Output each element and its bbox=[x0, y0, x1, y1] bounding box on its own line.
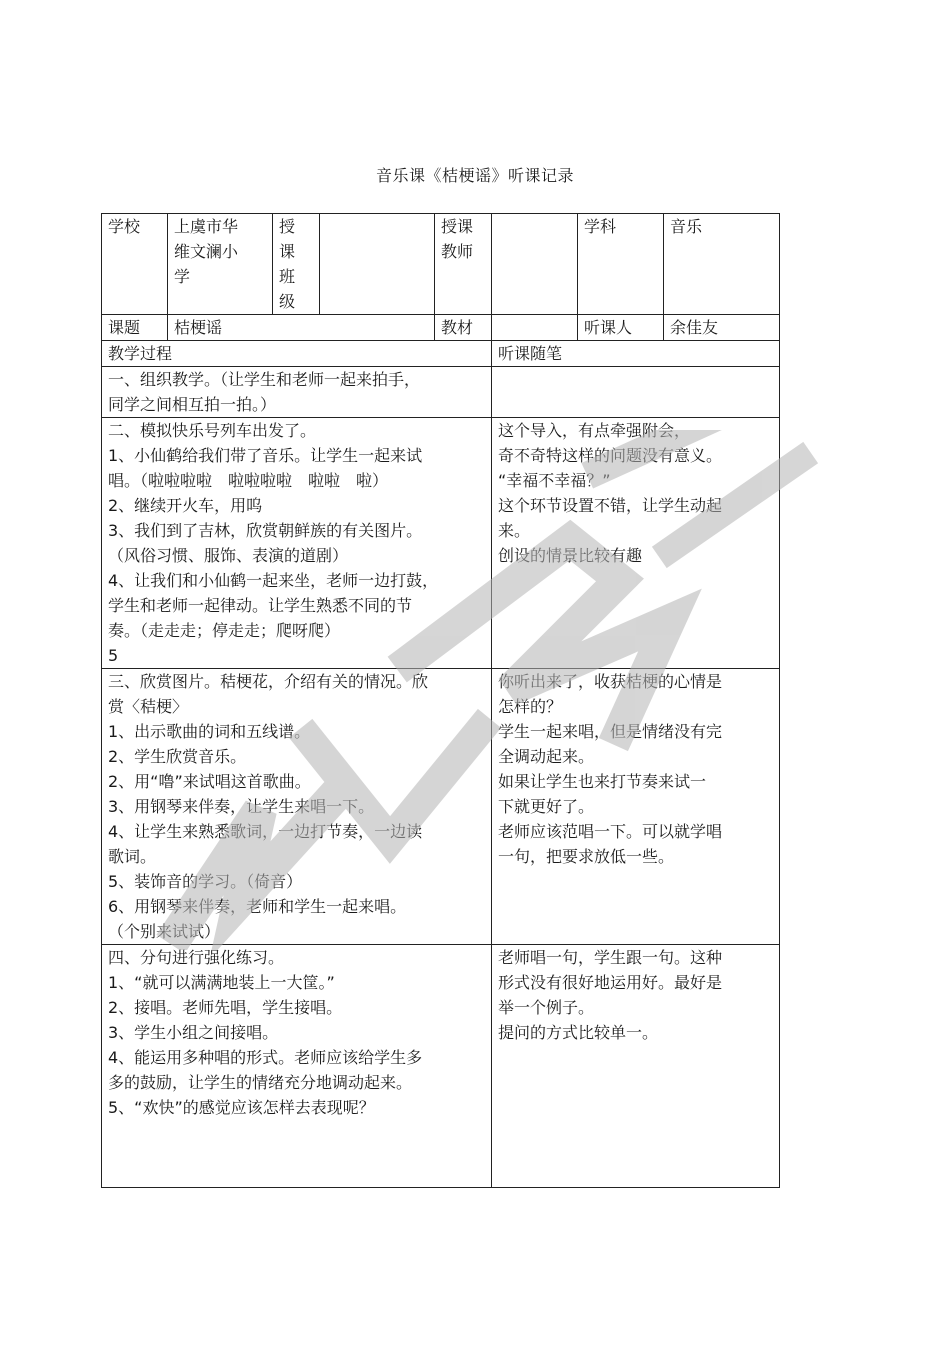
process-cell bbox=[102, 945, 492, 1188]
school-value bbox=[168, 214, 273, 315]
school-label: 学校 bbox=[102, 214, 168, 315]
process-cell bbox=[102, 669, 492, 945]
school-value-line: 学 bbox=[174, 267, 191, 286]
section-row bbox=[102, 367, 780, 418]
process-line: 赏〈秸梗〉 bbox=[108, 697, 189, 716]
topic-label: 课题 bbox=[102, 315, 168, 341]
note-line: 全调动起来。 bbox=[498, 747, 595, 766]
header-row-2 bbox=[102, 315, 780, 341]
note-line: 下就更好了。 bbox=[498, 797, 595, 816]
page-title: 音乐课《桔梗谣》听课记录 bbox=[375, 166, 574, 185]
section-row bbox=[102, 418, 780, 669]
process-line: 2、继续开火车，用呜 bbox=[108, 496, 263, 515]
notes-cell bbox=[492, 945, 780, 1188]
process-line: 3、学生小组之间接唱。 bbox=[108, 1023, 279, 1042]
notes-column-header: 听课随笔 bbox=[492, 341, 780, 367]
process-line: （风俗习惯、服饰、表演的道剧） bbox=[108, 546, 349, 565]
process-line: 二、模拟快乐号列车出发了。 bbox=[108, 421, 317, 440]
note-line: 这个环节设置不错，让学生动起 bbox=[498, 496, 723, 515]
note-line: 如果让学生也来打节奏来试一 bbox=[498, 772, 707, 791]
note-line: 一句，把要求放低一些。 bbox=[498, 847, 675, 866]
note-line: 来。 bbox=[498, 521, 531, 540]
process-line: 1、出示歌曲的词和五线谱。 bbox=[108, 722, 311, 741]
process-line: 2、用“噜”来试唱这首歌曲。 bbox=[108, 772, 311, 791]
class-label-char: 授 bbox=[279, 217, 296, 236]
teacher-value bbox=[492, 214, 578, 315]
process-line: 4、能运用多种唱的形式。老师应该给学生多 bbox=[108, 1048, 423, 1067]
lesson-record-table bbox=[101, 213, 780, 1188]
note-line: 老师应该范唱一下。可以就学唱 bbox=[498, 822, 723, 841]
process-line: 学生和老师一起律动。让学生熟悉不同的节 bbox=[108, 596, 413, 615]
process-line: 唱。（啦啦啦啦 啦啦啦啦 啦啦 啦） bbox=[108, 471, 389, 490]
teacher-label-line: 授课 bbox=[441, 217, 474, 236]
process-line: 同学之间相互拍一拍。） bbox=[108, 395, 277, 414]
note-line: 这个导入，有点牵强附会， bbox=[498, 421, 691, 440]
column-header-row bbox=[102, 341, 780, 367]
class-label bbox=[273, 214, 320, 315]
section-row bbox=[102, 945, 780, 1188]
note-line: 怎样的？ bbox=[498, 697, 563, 716]
note-line: 老师唱一句，学生跟一句。这种 bbox=[498, 948, 723, 967]
note-line: 形式没有很好地运用好。最好是 bbox=[498, 973, 723, 992]
school-value-line: 上虞市华 bbox=[174, 217, 239, 236]
teacher-label bbox=[435, 214, 492, 315]
process-line: 5 bbox=[108, 646, 119, 665]
notes-cell bbox=[492, 669, 780, 945]
subject-label: 学科 bbox=[578, 214, 664, 315]
topic-value: 桔梗谣 bbox=[168, 315, 435, 341]
note-line: 你听出来了，收获桔梗的心情是 bbox=[498, 672, 723, 691]
teacher-label-line: 教师 bbox=[441, 242, 474, 261]
process-line: 奏。（走走走；停走走；爬呀爬） bbox=[108, 621, 341, 640]
school-value-line: 维文澜小 bbox=[174, 242, 239, 261]
observer-value: 余佳友 bbox=[664, 315, 780, 341]
notes-cell bbox=[492, 418, 780, 669]
observer-label: 听课人 bbox=[578, 315, 664, 341]
header-row-1 bbox=[102, 214, 780, 315]
note-line: 提问的方式比较单一。 bbox=[498, 1023, 659, 1042]
process-cell bbox=[102, 418, 492, 669]
class-label-char: 级 bbox=[279, 292, 296, 311]
process-line: 6、用钢琴来伴奏，老师和学生一起来唱。 bbox=[108, 897, 407, 916]
notes-cell bbox=[492, 367, 780, 418]
process-line: 三、欣赏图片。秸梗花，介绍有关的情况。欣 bbox=[108, 672, 429, 691]
process-line: 2、接唱。老师先唱，学生接唱。 bbox=[108, 998, 343, 1017]
class-label-char: 班 bbox=[279, 267, 296, 286]
material-label: 教材 bbox=[435, 315, 492, 341]
process-column-header: 教学过程 bbox=[102, 341, 492, 367]
note-line: 举一个例子。 bbox=[498, 998, 595, 1017]
section-row bbox=[102, 669, 780, 945]
process-line: 1、“就可以满满地装上一大筐。” bbox=[108, 973, 335, 992]
process-line: 5、“欢快”的感觉应该怎样去表现呢？ bbox=[108, 1098, 375, 1117]
note-line: 奇不奇特这样的问题没有意义。 bbox=[498, 446, 723, 465]
note-line: “幸福不幸福？” bbox=[498, 471, 611, 490]
process-line: 1、小仙鹤给我们带了音乐。让学生一起来试 bbox=[108, 446, 423, 465]
process-line: 3、用钢琴来伴奏，让学生来唱一下。 bbox=[108, 797, 375, 816]
process-line: 多的鼓励，让学生的情绪充分地调动起来。 bbox=[108, 1073, 413, 1092]
process-line: 5、装饰音的学习。（倚音） bbox=[108, 872, 303, 891]
subject-value: 音乐 bbox=[664, 214, 780, 315]
process-line: 歌词。 bbox=[108, 847, 157, 866]
process-line: 四、分句进行强化练习。 bbox=[108, 948, 285, 967]
note-line: 学生一起来唱，但是情绪没有完 bbox=[498, 722, 723, 741]
process-line: （个别来试试） bbox=[108, 922, 221, 941]
process-line: 2、学生欣赏音乐。 bbox=[108, 747, 247, 766]
process-line: 4、让我们和小仙鹤一起来坐，老师一边打鼓， bbox=[108, 571, 439, 590]
note-line: 创设的情景比较有趣 bbox=[498, 546, 643, 565]
process-cell bbox=[102, 367, 492, 418]
process-line: 3、我们到了吉林，欣赏朝鲜族的有关图片。 bbox=[108, 521, 423, 540]
process-line: 4、让学生来熟悉歌词，一边打节奏，一边读 bbox=[108, 822, 423, 841]
class-value bbox=[320, 214, 435, 315]
process-line: 一、组织教学。（让学生和老师一起来拍手， bbox=[108, 370, 421, 389]
material-value bbox=[492, 315, 578, 341]
class-label-char: 课 bbox=[279, 242, 296, 261]
